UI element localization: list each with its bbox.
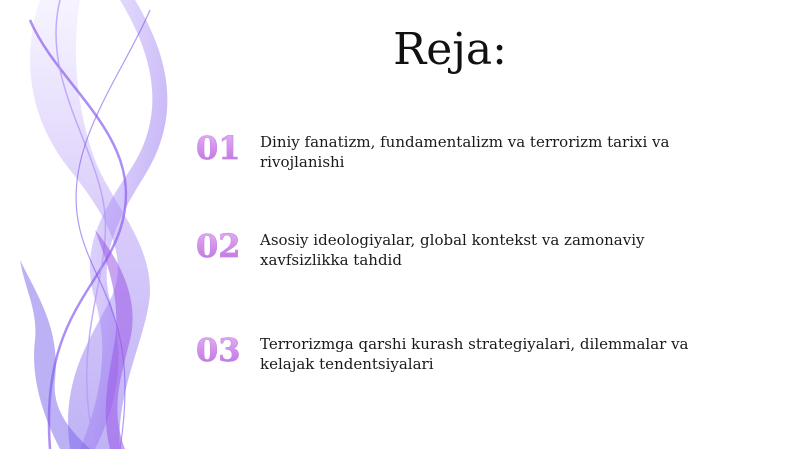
agenda-item-text: Diniy fanatizm, fundamentalizm va terrorizm tarixi va rivojlanishi [260, 133, 670, 171]
smoke-ribbon-decoration [0, 0, 200, 449]
agenda-item-text: Terrorizmga qarshi kurash strategiyalari, dilemmalar va kelajak tendentsiyalari [260, 335, 689, 373]
agenda-item-number: 03 [196, 330, 246, 370]
agenda-item-number: 01 [196, 128, 246, 168]
slide-title: Reja: [393, 24, 507, 75]
agenda-item-number: 02 [196, 226, 246, 266]
agenda-item [196, 128, 756, 188]
agenda-item [196, 330, 756, 390]
agenda-item [196, 226, 756, 286]
agenda-item-text: Asosiy ideologiyalar, global kontekst va zamonaviy xavfsizlikka tahdid [260, 231, 645, 269]
